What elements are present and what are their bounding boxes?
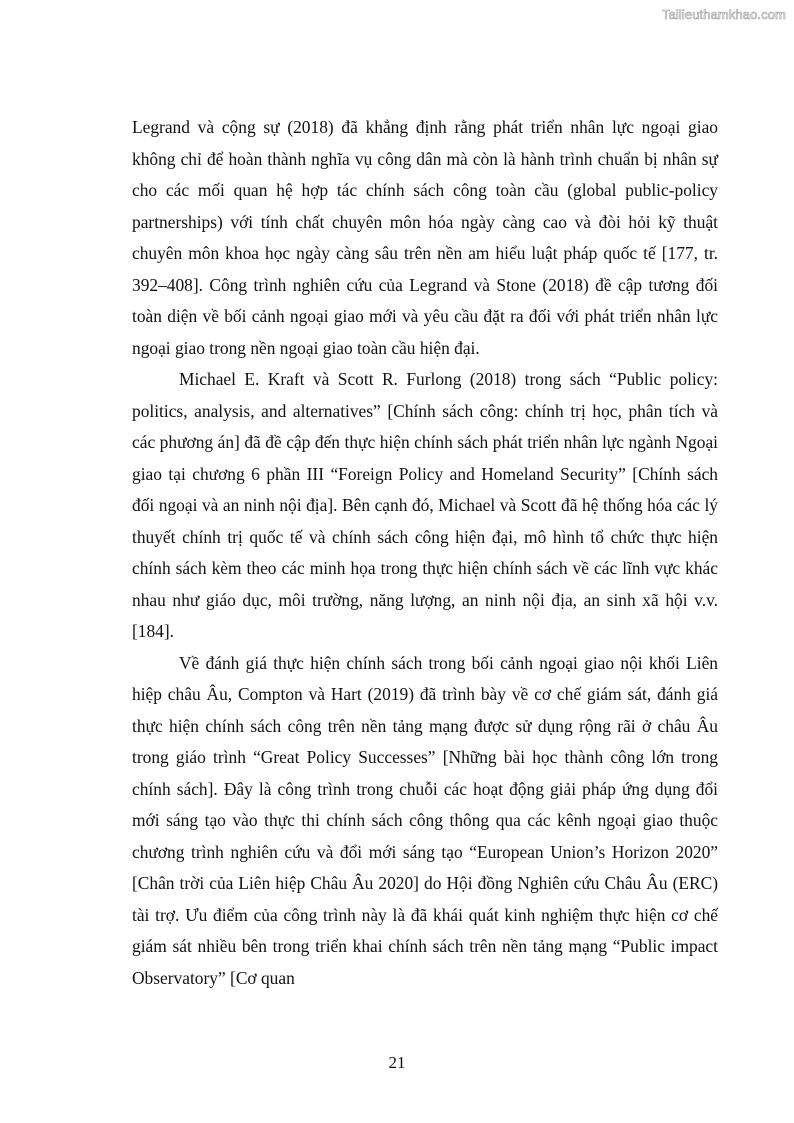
- paragraph-2: Michael E. Kraft và Scott R. Furlong (2018) trong sách “Public policy: politics, analysis, and alternatives” [Chính sách công: chính trị học, phân tích và các phương án] đã đề cập đến thực hiện chính sách phát triển nhân lực ngành Ngoại giao tại chương 6 phần III “Foreign Policy and Homeland Security” [Chính sách đối ngoại và an ninh nội địa]. Bên cạnh đó, Michael và Scott đã hệ thống hóa các lý thuyết chính trị quốc tế và chính sách công hiện đại, mô hình tổ chức thực hiện chính sách kèm theo các minh họa trong thực hiện chính sách về các lĩnh vực khác nhau như giáo dục, môi trường, năng lượng, an ninh nội địa, an sinh xã hội v.v. [184].: [132, 369, 718, 641]
- paragraph-1: Legrand và cộng sự (2018) đã khẳng định rằng phát triển nhân lực ngoại giao không chỉ để hoàn thành nghĩa vụ công dân mà còn là hành trình chuẩn bị nhân sự cho các mối quan hệ hợp tác chính sách công toàn cầu (global public-policy partnerships) với tính chất chuyên môn hóa ngày càng cao và đòi hỏi kỹ thuật chuyên môn khoa học ngày càng sâu trên nền am hiểu luật pháp quốc tế [177, tr. 392–408]. Công trình nghiên cứu của Legrand và Stone (2018) đề cập tương đối toàn diện về bối cảnh ngoại giao mới và yêu cầu đặt ra đối với phát triển nhân lực ngoại giao trong nền ngoại giao toàn cầu hiện đại.: [132, 117, 718, 358]
- page-number: 21: [388, 1053, 406, 1072]
- paragraph-3: Về đánh giá thực hiện chính sách trong bối cảnh ngoại giao nội khối Liên hiệp châu Âu, Compton và Hart (2019) đã trình bày về cơ chế giám sát, đánh giá thực hiện chính sách công trên nền tảng mạng được sử dụng rộng rãi ở châu Âu trong giáo trình “Great Policy Successes” [Những bài học thành công lớn trong chính sách]. Đây là công trình trong chuỗi các hoạt động giải pháp ứng dụng đổi mới sáng tạo vào thực thi chính sách công thông qua các kênh ngoại giao thuộc chương trình nghiên cứu và đổi mới sáng tạo “European Union’s Horizon 2020” [Chân trời của Liên hiệp Châu Âu 2020] do Hội đồng Nghiên cứu Châu Âu (ERC) tài trợ. Ưu điểm của công trình này là đã khái quát kinh nghiệm thực hiện cơ chế giám sát nhiều bên trong triển khai chính sách trên nền tảng mạng “Public impact Observatory” [Cơ quan: [132, 652, 718, 988]
- watermark-text: Tailieuthamkhao.com: [661, 7, 786, 22]
- document-body: [132, 112, 718, 994]
